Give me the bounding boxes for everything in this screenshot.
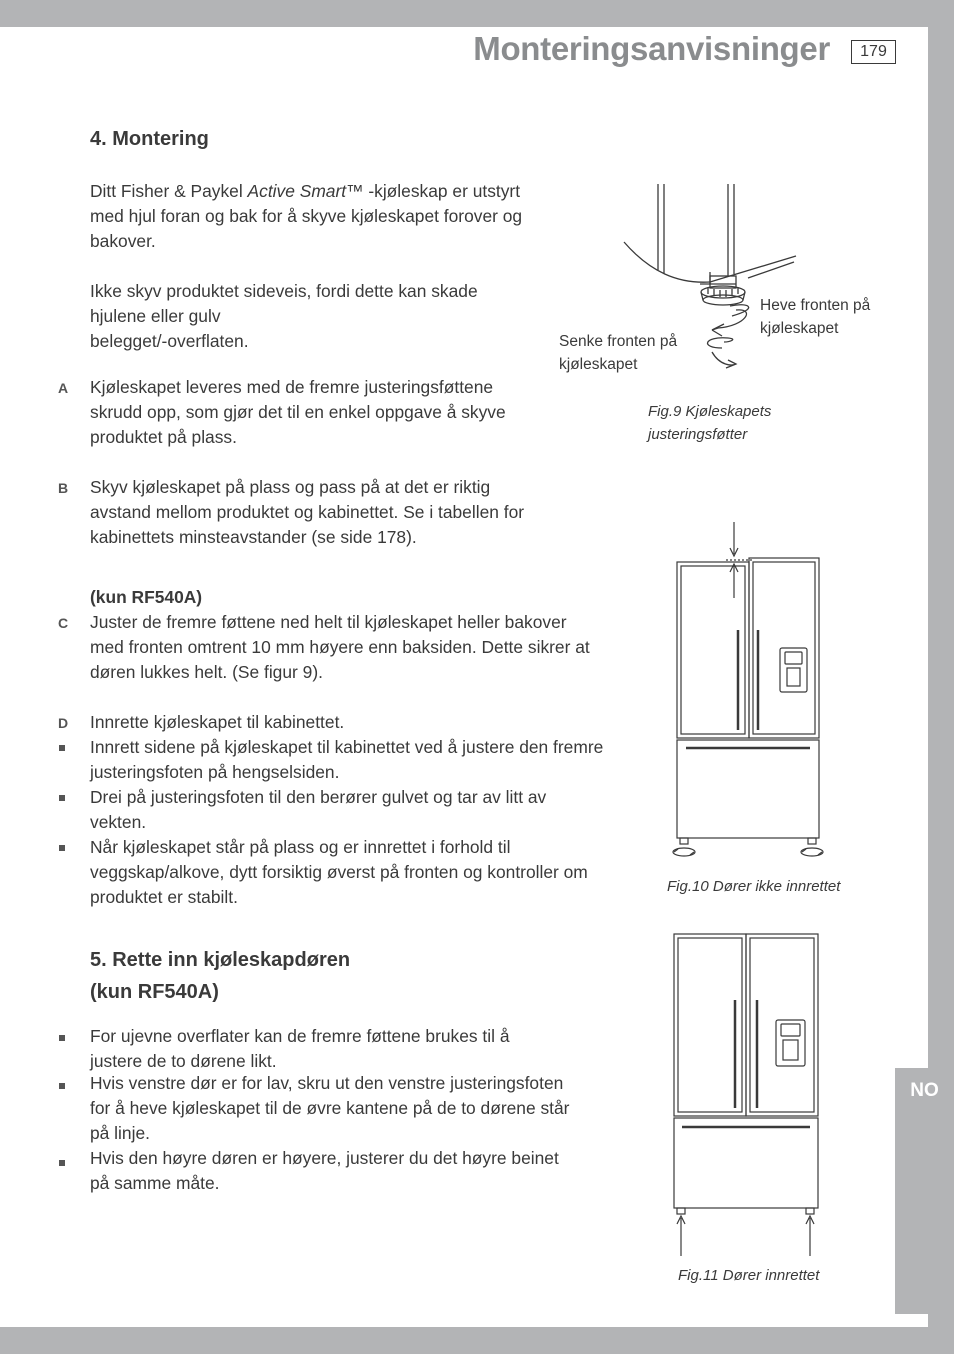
bullet-marker (59, 745, 65, 751)
bullet-item: Drei på justeringsfoten til den berører gulvet og tar av litt av vekten. (90, 787, 547, 832)
step-a-text: Kjøleskapet leveres med de fremre justeringsføttene skrudd opp, som gjør det til en enkel oppgave å skyve produktet på plass. (90, 377, 506, 447)
fig11-doors-aligned-illustration (660, 930, 830, 1260)
model-note: (kun RF540A) (90, 587, 203, 607)
step-d-letter: D (58, 715, 69, 731)
bullet-marker (59, 795, 65, 801)
warning-paragraph: Ikke skyv produktet sideveis, fordi dette kan skade hjulene eller gulv belegget/-overflaten. (90, 281, 478, 351)
intro-paragraph: Ditt Fisher & Paykel Active Smart™ -kjøleskap er utstyrt med hjul foran og bak for å skyve kjøleskapet forover og bakover. (90, 181, 523, 251)
bullet-marker (59, 1035, 65, 1041)
bullet-item: Innrett sidene på kjøleskapet til kabinettet ved å justere den fremre justeringsfoten på hengselsiden. (90, 737, 604, 782)
bullet-marker (59, 1083, 65, 1089)
bullet-item: Når kjøleskapet står på plass og er innrettet i forhold til veggskap/alkove, dytt forsiktig øverst på fronten og kontroller om produktet er stabilt. (90, 837, 588, 907)
language-tab (895, 1068, 928, 1314)
step-c-text: Juster de fremre føttene ned helt til kjøleskapet heller bakover med fronten omtrent 10 mm høyere enn baksiden. Dette sikrer at døren lukkes helt. (Se figur 9). (90, 612, 590, 682)
page-title: Monteringsanvisninger (473, 30, 830, 67)
bullet-item: Hvis venstre dør er for lav, skru ut den venstre justeringsfoten for å heve kjøleskapet til de øvre kantene på de to dørene står på linje. (90, 1073, 570, 1143)
step-a-letter: A (58, 380, 69, 396)
fig9-label-raise: Heve fronten på kjøleskapet (760, 297, 871, 337)
fig10-caption: Fig.10 Dører ikke innrettet (667, 878, 841, 895)
step-b-text: Skyv kjøleskapet på plass og pass på at det er riktig avstand mellom produktet og kabinettet. Se i tabellen for kabinettets minsteavstander (se side 178). (90, 477, 525, 547)
fig11-caption: Fig.11 Dører innrettet (678, 1267, 820, 1284)
section-4-heading: 4. Montering (90, 128, 209, 150)
section-5-heading: 5. Rette inn kjøleskapdøren (kun RF540A) (90, 949, 351, 1003)
bullet-item: For ujevne overflater kan de fremre føttene brukes til å justere de to dørene likt. (90, 1026, 510, 1071)
fig10-doors-not-aligned-illustration (660, 520, 860, 865)
fig9-caption: Fig.9 Kjøleskapets justeringsføtter (648, 403, 772, 443)
bullet-marker (59, 845, 65, 851)
step-d-text: Innrette kjøleskapet til kabinettet. (90, 712, 345, 732)
fig9-label-lower: Senke fronten på kjøleskapet (559, 333, 678, 373)
bullet-item: Hvis den høyre døren er høyere, justerer du det høyre beinet på samme måte. (90, 1148, 559, 1193)
page-number: 179 (851, 40, 896, 64)
bullet-marker (59, 1160, 65, 1166)
step-c-letter: C (58, 615, 69, 631)
language-tab-label: NO (910, 1080, 939, 1101)
step-b-letter: B (58, 480, 69, 496)
